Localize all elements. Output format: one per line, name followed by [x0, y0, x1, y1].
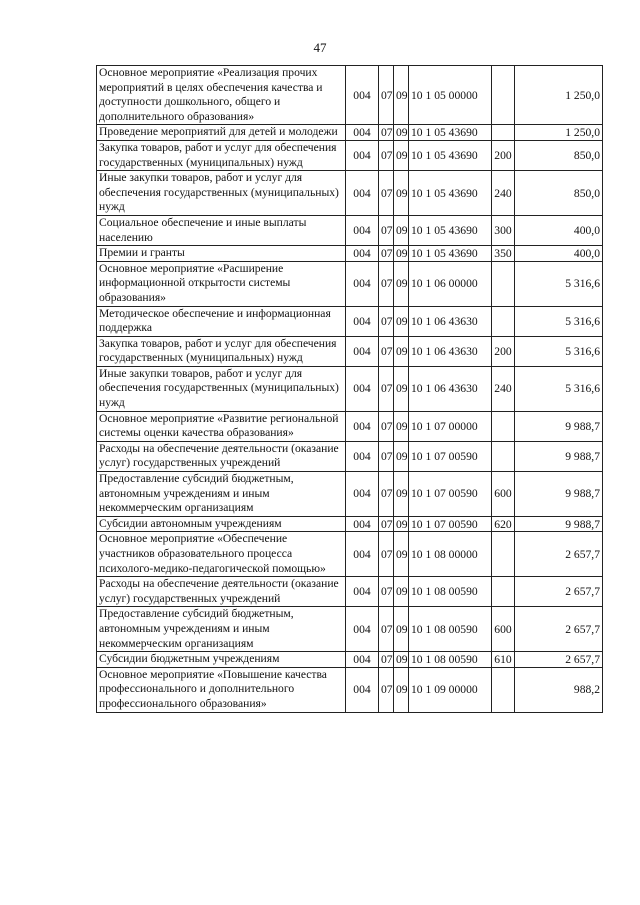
expense-type-cell [492, 411, 515, 441]
ved-code-cell: 004 [346, 125, 379, 141]
section-code-cell: 07 [379, 246, 394, 262]
table-row [97, 667, 603, 712]
amount-cell: 850,0 [515, 140, 603, 170]
subsection-code-cell: 09 [394, 261, 409, 306]
subsection-code-cell: 09 [394, 532, 409, 577]
ved-code-cell: 004 [346, 472, 379, 517]
subsection-code-cell: 09 [394, 171, 409, 216]
expense-type-cell: 300 [492, 215, 515, 245]
row-name-cell: Расходы на обеспечение деятельности (оказание услуг) государственных учреждений [97, 577, 346, 607]
subsection-code-cell: 09 [394, 667, 409, 712]
row-name-cell: Субсидии автономным учреждениям [97, 516, 346, 532]
section-code-cell: 07 [379, 607, 394, 652]
section-code-cell: 07 [379, 472, 394, 517]
ved-code-cell: 004 [346, 516, 379, 532]
amount-cell: 850,0 [515, 171, 603, 216]
expense-type-cell [492, 577, 515, 607]
expense-type-cell [492, 667, 515, 712]
ved-code-cell: 004 [346, 215, 379, 245]
row-name-cell: Иные закупки товаров, работ и услуг для обеспечения государственных (муниципальных) нужд [97, 171, 346, 216]
row-name-cell: Закупка товаров, работ и услуг для обеспечения государственных (муниципальных) нужд [97, 140, 346, 170]
amount-cell: 9 988,7 [515, 516, 603, 532]
target-article-cell: 10 1 07 00590 [409, 472, 492, 517]
amount-cell: 400,0 [515, 215, 603, 245]
target-article-cell: 10 1 06 00000 [409, 261, 492, 306]
ved-code-cell: 004 [346, 667, 379, 712]
row-name-cell: Основное мероприятие «Развитие региональной системы оценки качества образования» [97, 411, 346, 441]
ved-code-cell: 004 [346, 411, 379, 441]
row-name-cell: Социальное обеспечение и иные выплаты населению [97, 215, 346, 245]
subsection-code-cell: 09 [394, 336, 409, 366]
target-article-cell: 10 1 05 43690 [409, 171, 492, 216]
amount-cell: 2 657,7 [515, 532, 603, 577]
expense-type-cell: 620 [492, 516, 515, 532]
target-article-cell: 10 1 05 43690 [409, 215, 492, 245]
table-row [97, 607, 603, 652]
amount-cell: 1 250,0 [515, 125, 603, 141]
amount-cell: 5 316,6 [515, 261, 603, 306]
subsection-code-cell: 09 [394, 472, 409, 517]
ved-code-cell: 004 [346, 366, 379, 411]
target-article-cell: 10 1 08 00590 [409, 577, 492, 607]
ved-code-cell: 004 [346, 577, 379, 607]
target-article-cell: 10 1 07 00590 [409, 441, 492, 471]
ved-code-cell: 004 [346, 306, 379, 336]
target-article-cell: 10 1 07 00590 [409, 516, 492, 532]
table-row [97, 125, 603, 141]
section-code-cell: 07 [379, 306, 394, 336]
amount-cell: 5 316,6 [515, 336, 603, 366]
row-name-cell: Проведение мероприятий для детей и молодежи [97, 125, 346, 141]
table-row [97, 532, 603, 577]
row-name-cell: Методическое обеспечение и информационная поддержка [97, 306, 346, 336]
row-name-cell: Основное мероприятие «Реализация прочих мероприятий в целях обеспечения качества и доступности дошкольного, общего и дополнительного образования» [97, 66, 346, 125]
amount-cell: 2 657,7 [515, 652, 603, 668]
target-article-cell: 10 1 07 00000 [409, 411, 492, 441]
expense-type-cell: 610 [492, 652, 515, 668]
amount-cell: 5 316,6 [515, 366, 603, 411]
expense-type-cell: 600 [492, 607, 515, 652]
row-name-cell: Субсидии бюджетным учреждениям [97, 652, 346, 668]
subsection-code-cell: 09 [394, 366, 409, 411]
expense-type-cell: 600 [492, 472, 515, 517]
target-article-cell: 10 1 09 00000 [409, 667, 492, 712]
target-article-cell: 10 1 06 43630 [409, 306, 492, 336]
expense-type-cell [492, 66, 515, 125]
subsection-code-cell: 09 [394, 652, 409, 668]
section-code-cell: 07 [379, 125, 394, 141]
target-article-cell: 10 1 05 43690 [409, 140, 492, 170]
expense-type-cell: 240 [492, 171, 515, 216]
subsection-code-cell: 09 [394, 577, 409, 607]
amount-cell: 1 250,0 [515, 66, 603, 125]
ved-code-cell: 004 [346, 532, 379, 577]
expense-type-cell: 200 [492, 336, 515, 366]
subsection-code-cell: 09 [394, 411, 409, 441]
table-row [97, 441, 603, 471]
expense-type-cell [492, 532, 515, 577]
ved-code-cell: 004 [346, 441, 379, 471]
ved-code-cell: 004 [346, 66, 379, 125]
target-article-cell: 10 1 05 43690 [409, 125, 492, 141]
ved-code-cell: 004 [346, 607, 379, 652]
expense-type-cell: 200 [492, 140, 515, 170]
section-code-cell: 07 [379, 366, 394, 411]
table-row [97, 336, 603, 366]
table-row [97, 66, 603, 125]
row-name-cell: Предоставление субсидий бюджетным, автономным учреждениям и иным некоммерческим организациям [97, 607, 346, 652]
table-row [97, 472, 603, 517]
subsection-code-cell: 09 [394, 306, 409, 336]
table-row [97, 246, 603, 262]
target-article-cell: 10 1 06 43630 [409, 336, 492, 366]
target-article-cell: 10 1 05 00000 [409, 66, 492, 125]
ved-code-cell: 004 [346, 246, 379, 262]
section-code-cell: 07 [379, 215, 394, 245]
table-row [97, 171, 603, 216]
target-article-cell: 10 1 08 00000 [409, 532, 492, 577]
section-code-cell: 07 [379, 140, 394, 170]
row-name-cell: Премии и гранты [97, 246, 346, 262]
section-code-cell: 07 [379, 441, 394, 471]
table-row [97, 140, 603, 170]
budget-table [96, 65, 603, 713]
target-article-cell: 10 1 08 00590 [409, 652, 492, 668]
section-code-cell: 07 [379, 261, 394, 306]
table-row [97, 516, 603, 532]
section-code-cell: 07 [379, 667, 394, 712]
section-code-cell: 07 [379, 577, 394, 607]
section-code-cell: 07 [379, 336, 394, 366]
subsection-code-cell: 09 [394, 607, 409, 652]
expense-type-cell [492, 441, 515, 471]
amount-cell: 2 657,7 [515, 607, 603, 652]
subsection-code-cell: 09 [394, 140, 409, 170]
table-row [97, 577, 603, 607]
amount-cell: 5 316,6 [515, 306, 603, 336]
expense-type-cell [492, 306, 515, 336]
section-code-cell: 07 [379, 171, 394, 216]
ved-code-cell: 004 [346, 336, 379, 366]
target-article-cell: 10 1 05 43690 [409, 246, 492, 262]
subsection-code-cell: 09 [394, 516, 409, 532]
table-row [97, 215, 603, 245]
section-code-cell: 07 [379, 652, 394, 668]
table-row [97, 306, 603, 336]
row-name-cell: Основное мероприятие «Расширение информационной открытости системы образования» [97, 261, 346, 306]
table-row [97, 652, 603, 668]
ved-code-cell: 004 [346, 171, 379, 216]
section-code-cell: 07 [379, 411, 394, 441]
ved-code-cell: 004 [346, 652, 379, 668]
row-name-cell: Основное мероприятие «Повышение качества профессионального и дополнительного профессионального образования» [97, 667, 346, 712]
table-row [97, 411, 603, 441]
target-article-cell: 10 1 06 43630 [409, 366, 492, 411]
table-row [97, 261, 603, 306]
ved-code-cell: 004 [346, 140, 379, 170]
amount-cell: 2 657,7 [515, 577, 603, 607]
section-code-cell: 07 [379, 532, 394, 577]
expense-type-cell [492, 261, 515, 306]
row-name-cell: Основное мероприятие «Обеспечение участников образовательного процесса психолого-медико-педагогической помощью» [97, 532, 346, 577]
subsection-code-cell: 09 [394, 441, 409, 471]
section-code-cell: 07 [379, 516, 394, 532]
amount-cell: 400,0 [515, 246, 603, 262]
row-name-cell: Расходы на обеспечение деятельности (оказание услуг) государственных учреждений [97, 441, 346, 471]
subsection-code-cell: 09 [394, 66, 409, 125]
expense-type-cell [492, 125, 515, 141]
amount-cell: 9 988,7 [515, 472, 603, 517]
amount-cell: 9 988,7 [515, 441, 603, 471]
subsection-code-cell: 09 [394, 246, 409, 262]
expense-type-cell: 350 [492, 246, 515, 262]
subsection-code-cell: 09 [394, 215, 409, 245]
amount-cell: 988,2 [515, 667, 603, 712]
target-article-cell: 10 1 08 00590 [409, 607, 492, 652]
subsection-code-cell: 09 [394, 125, 409, 141]
row-name-cell: Иные закупки товаров, работ и услуг для обеспечения государственных (муниципальных) нужд [97, 366, 346, 411]
page-number: 47 [313, 40, 327, 55]
amount-cell: 9 988,7 [515, 411, 603, 441]
expense-type-cell: 240 [492, 366, 515, 411]
budget-table-body [97, 66, 603, 713]
row-name-cell: Закупка товаров, работ и услуг для обеспечения государственных (муниципальных) нужд [97, 336, 346, 366]
ved-code-cell: 004 [346, 261, 379, 306]
row-name-cell: Предоставление субсидий бюджетным, автономным учреждениям и иным некоммерческим организациям [97, 472, 346, 517]
section-code-cell: 07 [379, 66, 394, 125]
table-row [97, 366, 603, 411]
